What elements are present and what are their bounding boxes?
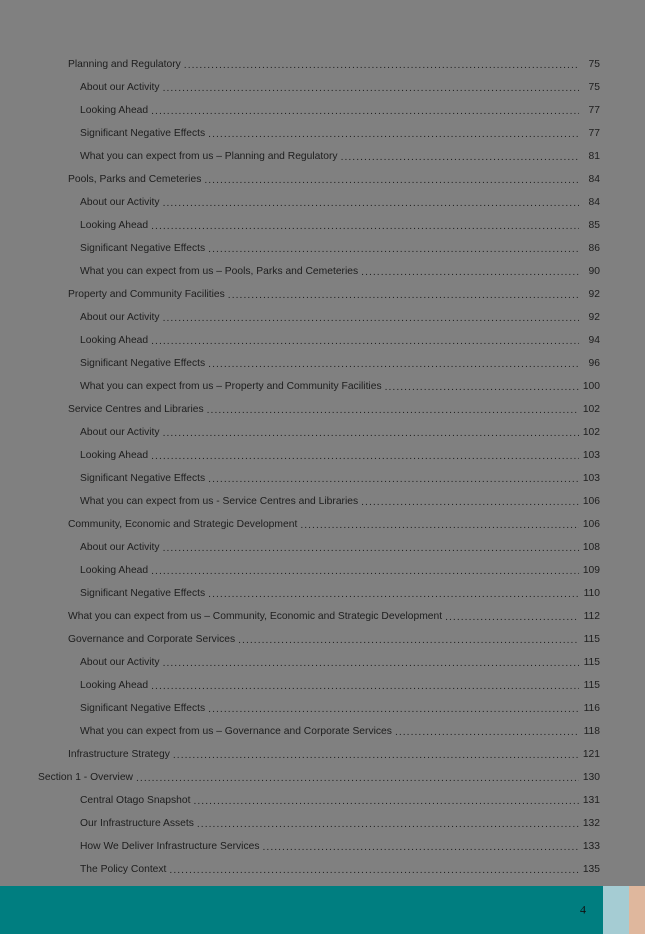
toc-entry[interactable] [0,692,645,715]
toc-entry[interactable] [0,462,645,485]
footer-page-number: 4 [580,902,586,917]
toc-entry-page-number: 100 [582,381,600,392]
toc-entry[interactable] [0,761,645,784]
toc-entry-title: Our Infrastructure Assets [80,818,194,829]
toc-leader-dots [151,451,579,462]
toc-entry-page-number: 86 [588,243,600,254]
toc-entry-title: Significant Negative Effects [80,128,206,139]
toc-entry-page-number: 106 [582,519,600,530]
toc-entry[interactable] [0,669,645,692]
toc-entry[interactable] [0,853,645,876]
toc-leader-dots [385,382,579,393]
toc-leader-dots [163,428,579,439]
toc-entry[interactable] [0,232,645,255]
toc-leader-dots [208,129,579,140]
toc-entry-page-number: 115 [583,657,600,668]
toc-entry[interactable] [0,117,645,140]
toc-leader-dots [228,290,579,301]
toc-leader-dots [208,589,579,600]
toc-leader-dots [193,796,579,807]
toc-leader-dots [361,497,579,508]
toc-leader-dots [151,681,579,692]
toc-entry-title: Significant Negative Effects [80,588,206,599]
toc-leader-dots [197,819,579,830]
toc-leader-dots [169,865,579,876]
footer-accent-tan-bar [629,886,645,934]
toc-entry-page-number: 121 [582,749,600,760]
toc-entry-page-number: 118 [583,726,600,737]
toc-entry-title: Planning and Regulatory [68,59,181,70]
toc-entry-page-number: 116 [583,703,600,714]
toc-leader-dots [163,83,579,94]
toc-entry-page-number: 84 [588,197,600,208]
toc-leader-dots [163,543,579,554]
toc-entry-page-number: 84 [588,174,600,185]
toc-leader-dots [204,175,579,186]
toc-leader-dots [163,313,579,324]
toc-entry-title: Central Otago Snapshot [80,795,191,806]
toc-entry-page-number: 90 [588,266,600,277]
toc-entry-title: Service Centres and Libraries [68,404,204,415]
toc-entry-page-number: 81 [588,151,600,162]
toc-leader-dots [163,198,579,209]
toc-entry-title: About our Activity [80,542,160,553]
toc-entry-title: About our Activity [80,197,160,208]
toc-entry[interactable] [0,623,645,646]
toc-entry[interactable] [0,554,645,577]
toc-entry-title: What you can expect from us - Service Centres and Libraries [80,496,359,507]
toc-entry-page-number: 92 [588,312,600,323]
toc-entry[interactable] [0,600,645,623]
toc-entry-title: The Policy Context [80,864,167,875]
toc-entry-title: What you can expect from us – Governance and Corporate Services [80,726,392,737]
toc-leader-dots [136,773,579,784]
toc-leader-dots [151,336,579,347]
toc-entry[interactable] [0,531,645,554]
toc-leader-dots [208,359,579,370]
toc-entry[interactable] [0,163,645,186]
toc-entry-page-number: 85 [588,220,600,231]
toc-entry-page-number: 103 [582,473,600,484]
toc-entry-page-number: 96 [588,358,600,369]
toc-entry[interactable] [0,393,645,416]
toc-entry-title: Looking Ahead [80,565,149,576]
toc-leader-dots [445,612,579,623]
toc-entry-page-number: 75 [588,82,600,93]
toc-leader-dots [207,405,579,416]
toc-leader-dots [263,842,580,853]
toc-entry-title: What you can expect from us – Planning and Regulatory [80,151,338,162]
toc-leader-dots [395,727,579,738]
toc-entry[interactable] [0,94,645,117]
toc-entry-title: What you can expect from us – Property and Community Facilities [80,381,382,392]
toc-entry[interactable] [0,370,645,393]
toc-entry[interactable] [0,71,645,94]
toc-entry-title: Significant Negative Effects [80,243,206,254]
toc-entry[interactable] [0,784,645,807]
toc-entry-page-number: 94 [588,335,600,346]
toc-entry-title: About our Activity [80,657,160,668]
toc-leader-dots [300,520,579,531]
toc-entry-page-number: 75 [588,59,600,70]
toc-entry[interactable] [0,830,645,853]
toc-entry-page-number: 77 [588,105,600,116]
toc-entry-page-number: 135 [582,864,600,875]
toc-entry[interactable] [0,278,645,301]
toc-entry[interactable] [0,186,645,209]
toc-leader-dots [238,635,579,646]
toc-entry-page-number: 102 [582,427,600,438]
toc-entry-page-number: 132 [582,818,600,829]
toc-entry-page-number: 130 [582,772,600,783]
toc-entry[interactable] [0,715,645,738]
toc-entry[interactable] [0,807,645,830]
toc-leader-dots [208,474,579,485]
toc-entry[interactable] [0,347,645,370]
toc-leader-dots [173,750,579,761]
toc-entry-title: Governance and Corporate Services [68,634,236,645]
toc-entry-title: Property and Community Facilities [68,289,225,300]
toc-entry-page-number: 108 [582,542,600,553]
toc-entry[interactable] [0,209,645,232]
toc-entry-page-number: 102 [582,404,600,415]
toc-entry[interactable] [0,646,645,669]
toc-entry-title: Looking Ahead [80,450,149,461]
toc-entry-page-number: 115 [583,634,600,645]
toc-entry[interactable] [0,48,645,71]
toc-entry-title: Looking Ahead [80,335,149,346]
toc-entry-page-number: 77 [588,128,600,139]
toc-entry[interactable] [0,140,645,163]
toc-leader-dots [361,267,579,278]
toc-entry-title: Significant Negative Effects [80,358,206,369]
footer-primary-bar [0,886,603,934]
toc-entry-page-number: 110 [583,588,600,599]
toc-entry-title: Looking Ahead [80,105,149,116]
toc-entry-title: Section 1 - Overview [38,772,133,783]
toc-entry-title: Pools, Parks and Cemeteries [68,174,202,185]
page-footer [0,886,645,934]
toc-leader-dots [151,221,579,232]
toc-entry-page-number: 131 [582,795,600,806]
toc-leader-dots [163,658,579,669]
toc-entry-page-number: 92 [588,289,600,300]
toc-leader-dots [151,566,579,577]
toc-entry-page-number: 133 [582,841,600,852]
toc-entry-page-number: 115 [583,680,600,691]
toc-entry[interactable] [0,301,645,324]
toc-leader-dots [208,704,579,715]
toc-entry[interactable] [0,255,645,278]
toc-entry[interactable] [0,416,645,439]
toc-entry-title: What you can expect from us – Community, Economic and Strategic Development [68,611,443,622]
toc-entry[interactable] [0,439,645,462]
toc-entry-title: Infrastructure Strategy [68,749,170,760]
toc-entry[interactable] [0,738,645,761]
toc-entry-title: Significant Negative Effects [80,473,206,484]
toc-leader-dots [184,60,579,71]
toc-leader-dots [151,106,579,117]
toc-entry-page-number: 106 [582,496,600,507]
toc-entry-page-number: 103 [582,450,600,461]
footer-accent-light-bar [603,886,629,934]
toc-entry-title: Looking Ahead [80,220,149,231]
toc-leader-dots [341,152,579,163]
toc-entry[interactable] [0,485,645,508]
toc-entry[interactable] [0,324,645,347]
toc-entry-title: What you can expect from us – Pools, Parks and Cemeteries [80,266,359,277]
toc-entry[interactable] [0,508,645,531]
toc-entry-title: Significant Negative Effects [80,703,206,714]
toc-entry-title: About our Activity [80,312,160,323]
toc-entry-title: Looking Ahead [80,680,149,691]
toc-entry[interactable] [0,577,645,600]
toc-entry-page-number: 109 [582,565,600,576]
toc-entry-title: About our Activity [80,82,160,93]
toc-entry-page-number: 112 [583,611,600,622]
toc-entry-title: About our Activity [80,427,160,438]
toc-entry-title: Community, Economic and Strategic Development [68,519,298,530]
toc-leader-dots [208,244,579,255]
toc-entry-title: How We Deliver Infrastructure Services [80,841,260,852]
